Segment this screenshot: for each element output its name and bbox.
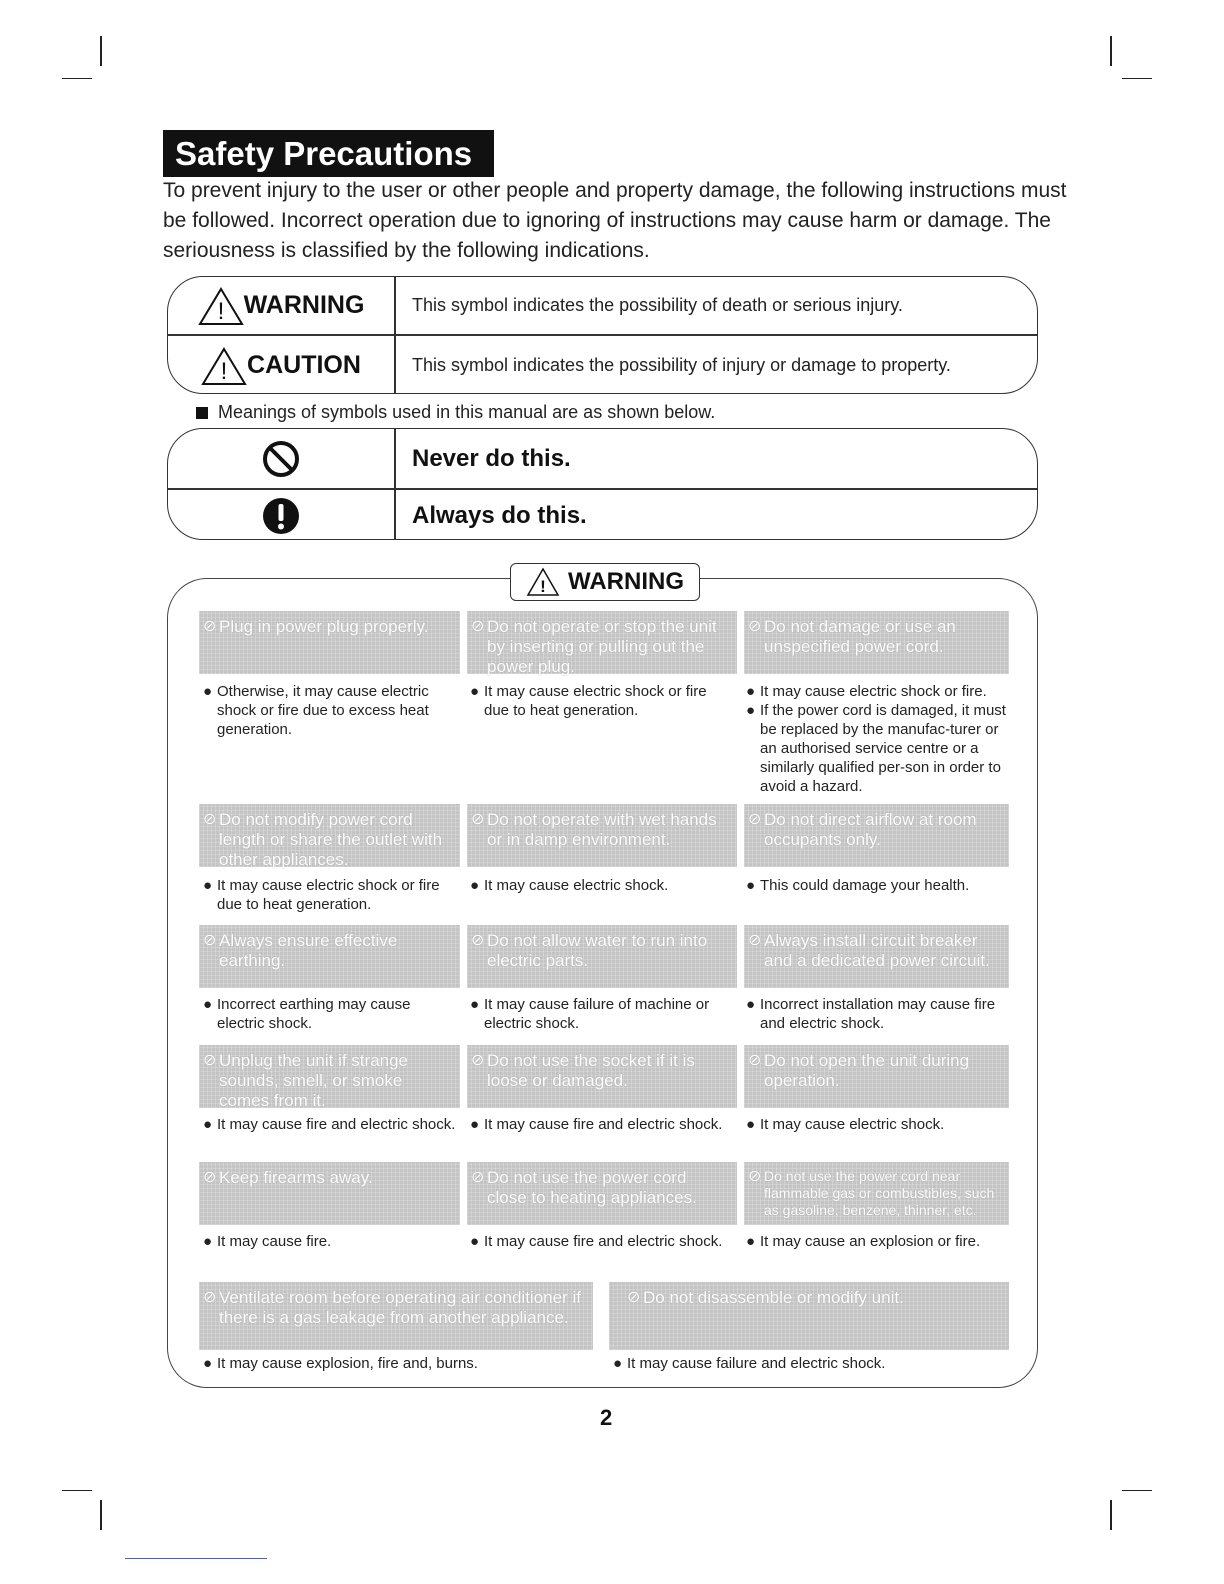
warning-banner: ⊘ Do not damage or use an unspecified power cord. [744, 611, 1009, 674]
warning-note: ● If the power cord is damaged, it must be replaced by the manufac-turer or an authorised service centre or a similarly qualified per-son in order to avoid a hazard. [746, 702, 1006, 795]
warning-note: ● It may cause failure and electric shock. [613, 1355, 886, 1372]
crop-mark [62, 78, 92, 79]
prohibition-icon [261, 439, 301, 479]
warning-banner: ⊘ Always ensure effective earthing. [199, 925, 460, 988]
page-number: 2 [600, 1405, 613, 1430]
caution-triangle-icon [201, 346, 247, 386]
warning-banner: ⊘ Plug in power plug properly. [199, 611, 460, 674]
warning-banner: ⊘ Do not use the socket if it is loose or damaged. [467, 1045, 737, 1108]
crop-mark [100, 1500, 102, 1530]
warning-note: ● It may cause fire. [203, 1233, 332, 1250]
symbol-cell [168, 490, 394, 541]
crop-mark [1122, 78, 1152, 79]
severity-table [167, 276, 1038, 394]
warning-note: ● Incorrect installation may cause fire and electric shock. [746, 996, 996, 1032]
warning-note: ● It may cause an explosion or fire. [746, 1233, 981, 1250]
meanings-intro: Meanings of symbols used in this manual are as shown below. [196, 402, 715, 423]
warning-note: ● It may cause electric shock. [470, 877, 669, 894]
crop-mark [100, 36, 102, 66]
warning-label: ! WARNING [168, 277, 394, 334]
warning-header: ! WARNING [510, 563, 700, 601]
svg-text:!: ! [217, 297, 224, 325]
warning-note: ● It may cause electric shock. [746, 1116, 945, 1133]
caution-description: This symbol indicates the possibility of injury or damage to property. [412, 355, 951, 375]
crop-mark [1110, 36, 1112, 66]
warning-banner: ⊘ Do not use the power cord close to heating appliances. [467, 1162, 737, 1225]
warning-banner: ⊘ Always install circuit breaker and a dedicated power circuit. [744, 925, 1009, 988]
square-bullet-icon [196, 407, 208, 419]
warning-banner: ⊘ Do not disassemble or modify unit. [609, 1282, 1009, 1350]
warning-note: ● It may cause explosion, fire and, burns. [203, 1355, 478, 1372]
warning-note: ● Otherwise, it may cause electric shock or fire due to excess heat generation. [203, 683, 429, 738]
crop-mark [1122, 1490, 1152, 1491]
warning-triangle-icon [198, 286, 244, 326]
warning-note: ● It may cause failure of machine or electric shock. [470, 996, 710, 1032]
warning-note: ● Incorrect earthing may cause electric shock. [203, 996, 411, 1032]
warning-note: ● It may cause fire and electric shock. [203, 1116, 456, 1133]
intro-paragraph: To prevent injury to the user or other people and property damage, the following instructions must be followed. Incorrect operation due to ignoring of instructions may cause harm or damage. The seriousness is classified by the following indications. [163, 179, 1067, 262]
warning-banner: ⊘ Ventilate room before operating air conditioner if there is a gas leakage from another appliance. [199, 1282, 593, 1350]
warning-banner: ⊘ Do not open the unit during operation. [744, 1045, 1009, 1108]
symbols-table [167, 428, 1038, 540]
svg-text:!: ! [220, 357, 228, 385]
page-title: Safety Precautions [163, 130, 494, 177]
always-do-text: Always do this. [412, 501, 587, 529]
warning-note: ● It may cause electric shock or fire due to heat generation. [470, 683, 707, 719]
warning-note: ● It may cause electric shock or fire. [746, 683, 987, 700]
warning-banner: ⊘ Keep firearms away. [199, 1162, 460, 1225]
warning-banner: ⊘ Do not operate or stop the unit by inserting or pulling out the power plug. [467, 611, 737, 674]
caution-label: ! CAUTION [168, 336, 394, 395]
warning-banner: ⊘ Do not use the power cord near flammable gas or combustibles, such as gasoline, benzene, thinner, etc. [744, 1162, 1009, 1225]
warning-note: ● It may cause fire and electric shock. [470, 1116, 723, 1133]
warning-note: ● It may cause fire and electric shock. [470, 1233, 723, 1250]
svg-text:!: ! [540, 577, 546, 596]
warning-triangle-icon [526, 567, 560, 597]
never-do-text: Never do this. [412, 444, 571, 472]
mandatory-icon [261, 496, 301, 536]
warning-banner: ⊘ Unplug the unit if strange sounds, smell, or smoke comes from it. [199, 1045, 460, 1108]
footer-link-line [125, 1558, 267, 1559]
warning-banner: ⊘ Do not modify power cord length or share the outlet with other appliances. [199, 804, 460, 867]
warning-description: This symbol indicates the possibility of death or serious injury. [412, 295, 903, 315]
crop-mark [62, 1490, 92, 1491]
warning-banner: ⊘ Do not direct airflow at room occupants only. [744, 804, 1009, 867]
warning-banner: ⊘ Do not operate with wet hands or in damp environment. [467, 804, 737, 867]
crop-mark [1110, 1500, 1112, 1530]
symbol-cell [168, 429, 394, 488]
warning-note: ● It may cause electric shock or fire due to heat generation. [203, 877, 440, 913]
warning-note: ● This could damage your health. [746, 877, 970, 894]
warning-banner: ⊘ Do not allow water to run into electric parts. [467, 925, 737, 988]
